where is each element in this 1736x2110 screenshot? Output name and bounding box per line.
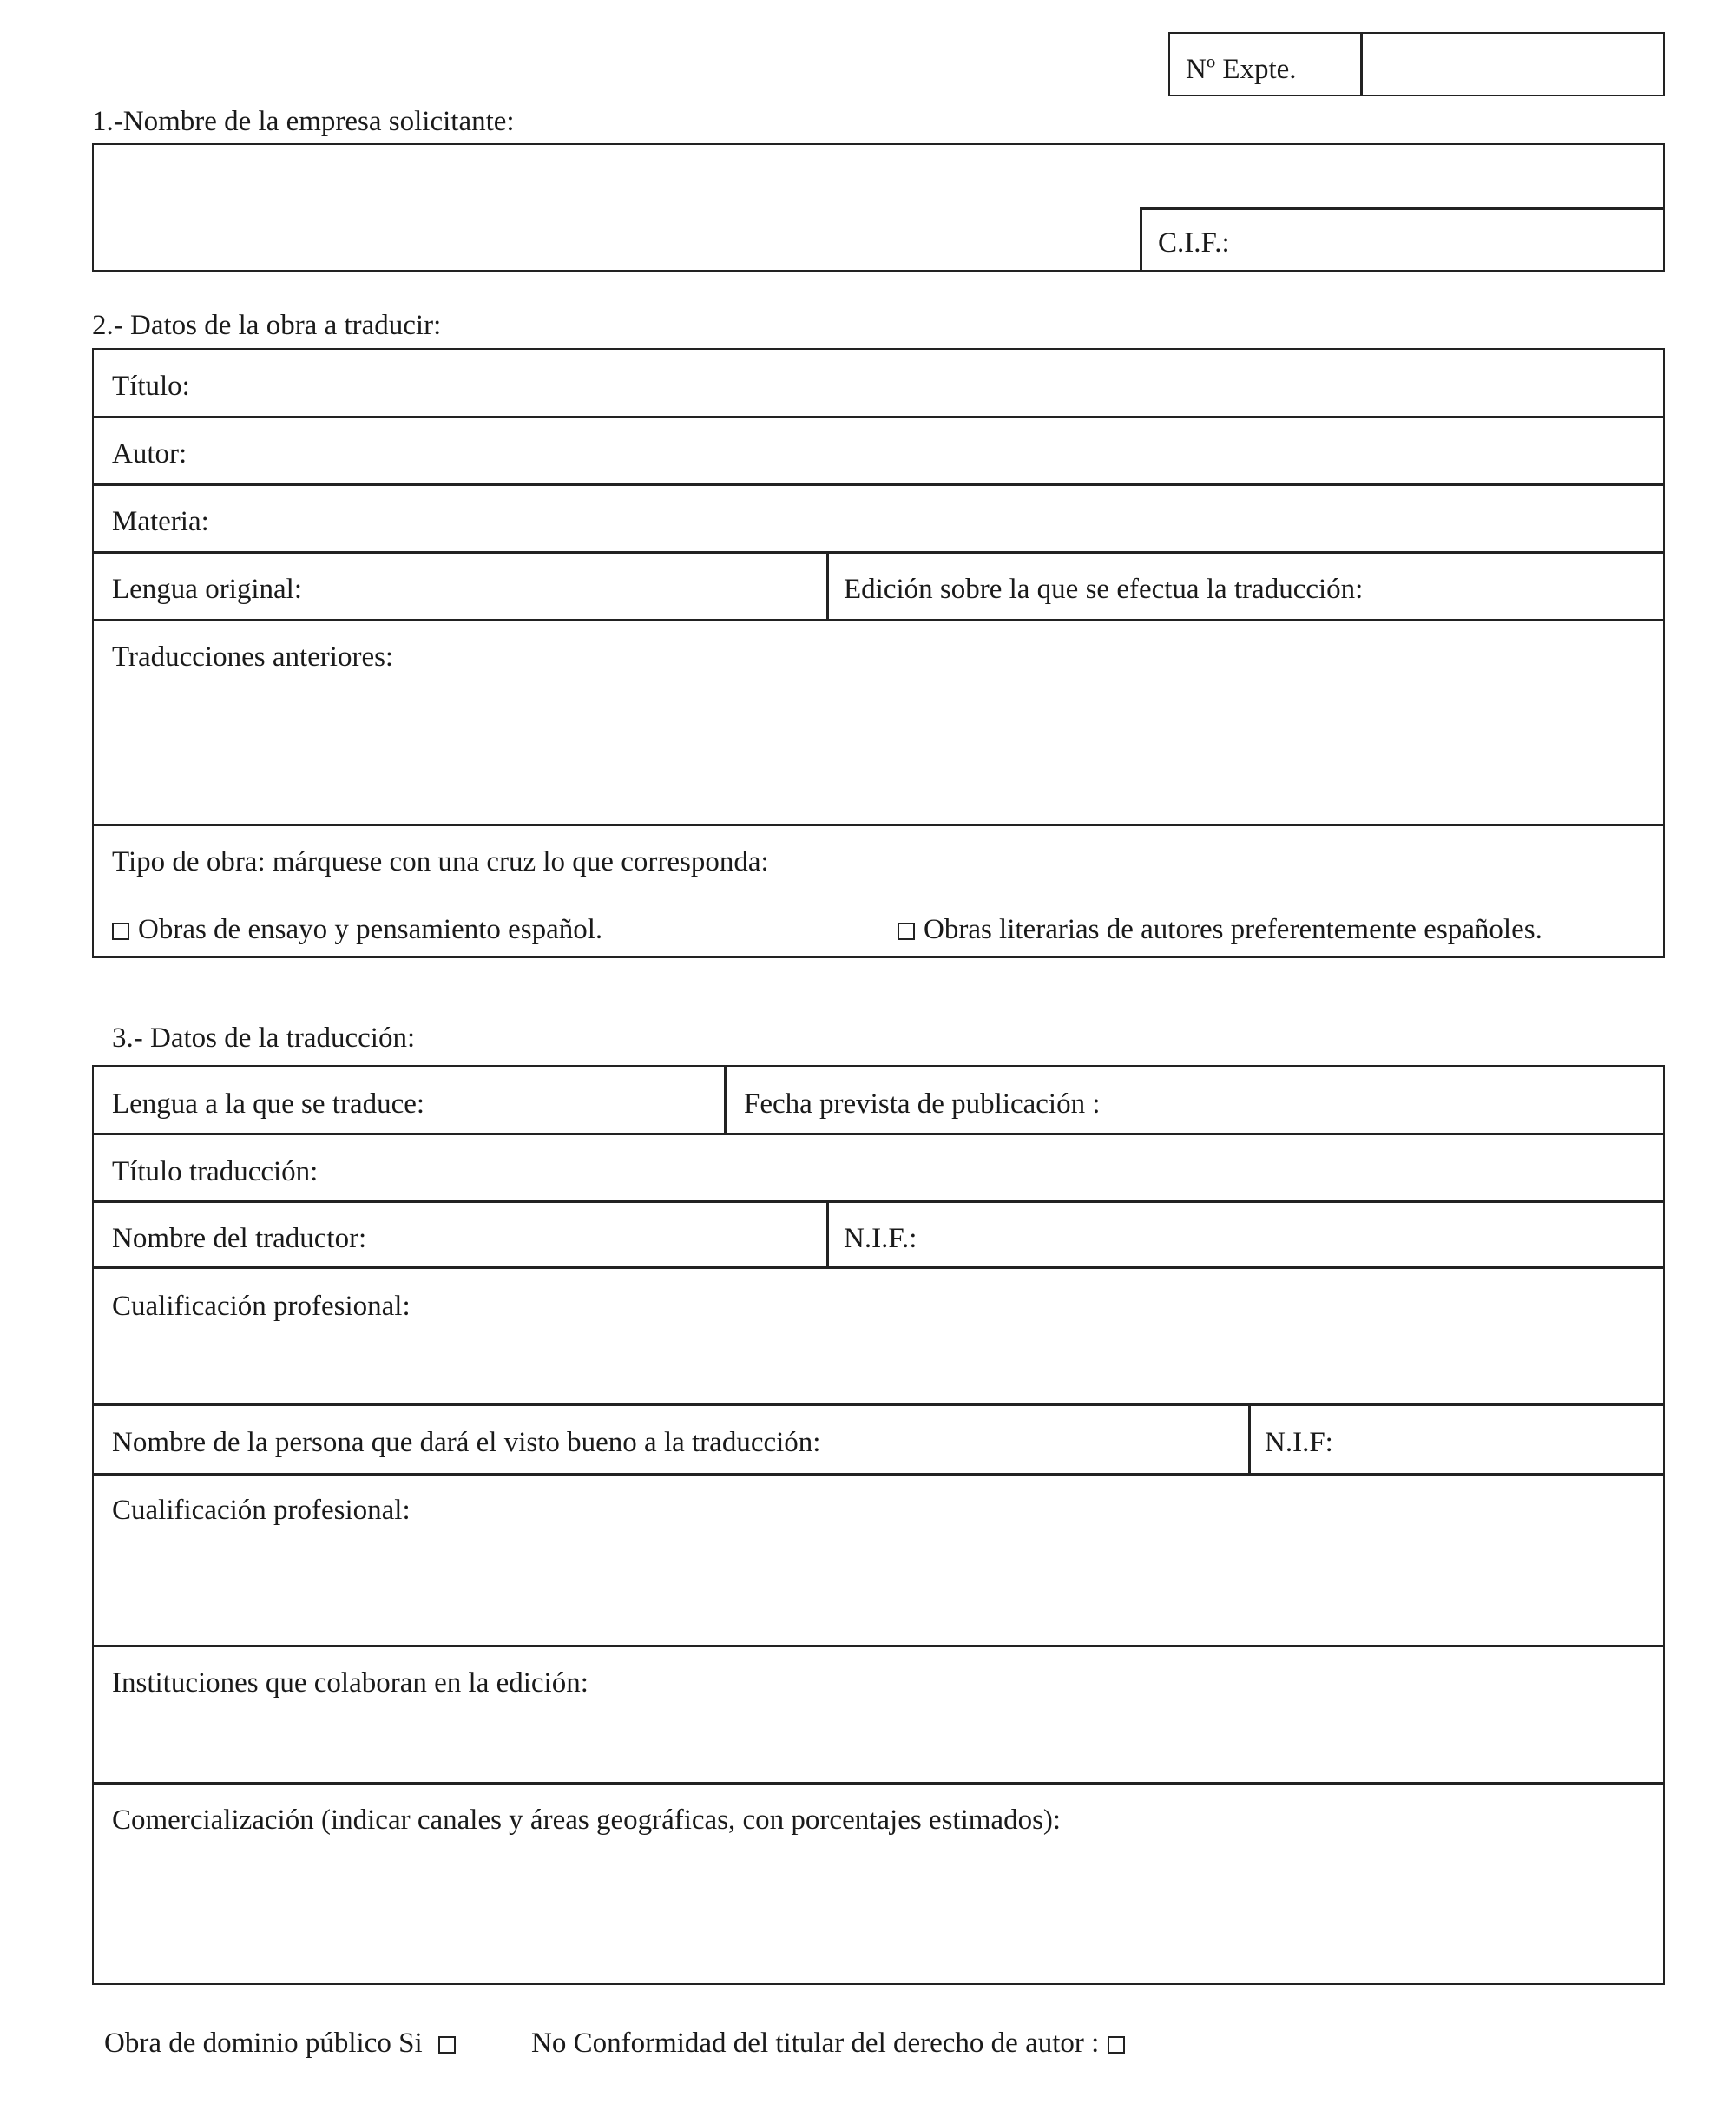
cualificacion2-label: Cualificación profesional: [112, 1495, 411, 1526]
row-divider [92, 416, 1665, 418]
row-divider [92, 1403, 1665, 1406]
comercializacion-label: Comercialización (indicar canales y áreas geográficas, con porcentajes estimados): [112, 1804, 1062, 1836]
titulo-label: Título: [112, 371, 190, 402]
option-literarias-label: Obras literarias de autores preferentemente españoles. [924, 914, 1542, 945]
autor-label: Autor: [112, 438, 187, 470]
cif-top-line [1140, 207, 1665, 210]
titulo-traduccion-label: Título traducción: [112, 1156, 319, 1187]
section1-heading: 1.-Nombre de la empresa solicitante: [92, 106, 515, 137]
lengua-original-label: Lengua original: [112, 574, 303, 605]
nif-visto-label: N.I.F: [1265, 1427, 1333, 1458]
lengua-traduce-label: Lengua a la que se traduce: [112, 1088, 425, 1120]
dominio-publico-row [104, 2029, 456, 2058]
dominio-publico-label: Obra de dominio público Si [104, 2028, 423, 2059]
col-divider [724, 1065, 727, 1134]
fecha-publicacion-label: Fecha prevista de publicación : [744, 1088, 1101, 1120]
row-divider [92, 824, 1665, 826]
conformidad-label: No Conformidad del titular del derecho de autor : [531, 2028, 1100, 2059]
expediente-field[interactable] [1364, 35, 1661, 94]
row-divider [92, 483, 1665, 486]
row-divider [92, 619, 1665, 621]
expediente-label: Nº Expte. [1186, 54, 1297, 85]
option-ensayo-label: Obras de ensayo y pensamiento español. [138, 914, 603, 945]
row-divider [92, 1645, 1665, 1647]
col-divider [826, 1200, 829, 1268]
section3-heading: 3.- Datos de la traducción: [112, 1022, 416, 1054]
visto-bueno-label: Nombre de la persona que dará el visto bueno a la traducción: [112, 1427, 821, 1458]
expediente-divider [1360, 32, 1363, 96]
edicion-label: Edición sobre la que se efectua la traducción: [844, 574, 1364, 605]
cif-left-line [1140, 207, 1142, 272]
tipo-obra-label: Tipo de obra: márquese con una cruz lo que corresponda: [112, 846, 769, 878]
row-divider [92, 551, 1665, 554]
instituciones-label: Instituciones que colaboran en la edición: [112, 1667, 589, 1699]
nombre-traductor-label: Nombre del traductor: [112, 1223, 367, 1254]
col-divider [1248, 1403, 1251, 1475]
nif-traductor-label: N.I.F.: [844, 1223, 917, 1254]
row-divider [92, 1782, 1665, 1785]
checkbox-ensayo[interactable] [112, 923, 129, 940]
row-divider [92, 1133, 1665, 1135]
cif-label: C.I.F.: [1158, 227, 1230, 259]
materia-label: Materia: [112, 506, 209, 537]
checkbox-dominio-si[interactable] [438, 2036, 456, 2054]
checkbox-conformidad[interactable] [1108, 2036, 1125, 2054]
traducciones-anteriores-label: Traducciones anteriores: [112, 641, 394, 673]
section2-heading: 2.- Datos de la obra a traducir: [92, 310, 442, 341]
row-divider [92, 1266, 1665, 1269]
row-divider [92, 1473, 1665, 1476]
row-divider [92, 1200, 1665, 1203]
option-literarias[interactable] [898, 916, 1542, 944]
option-ensayo[interactable] [112, 916, 602, 944]
cualificacion-label: Cualificación profesional: [112, 1291, 411, 1322]
col-divider [826, 551, 829, 621]
checkbox-literarias[interactable] [898, 923, 915, 940]
conformidad-row [531, 2029, 1125, 2058]
